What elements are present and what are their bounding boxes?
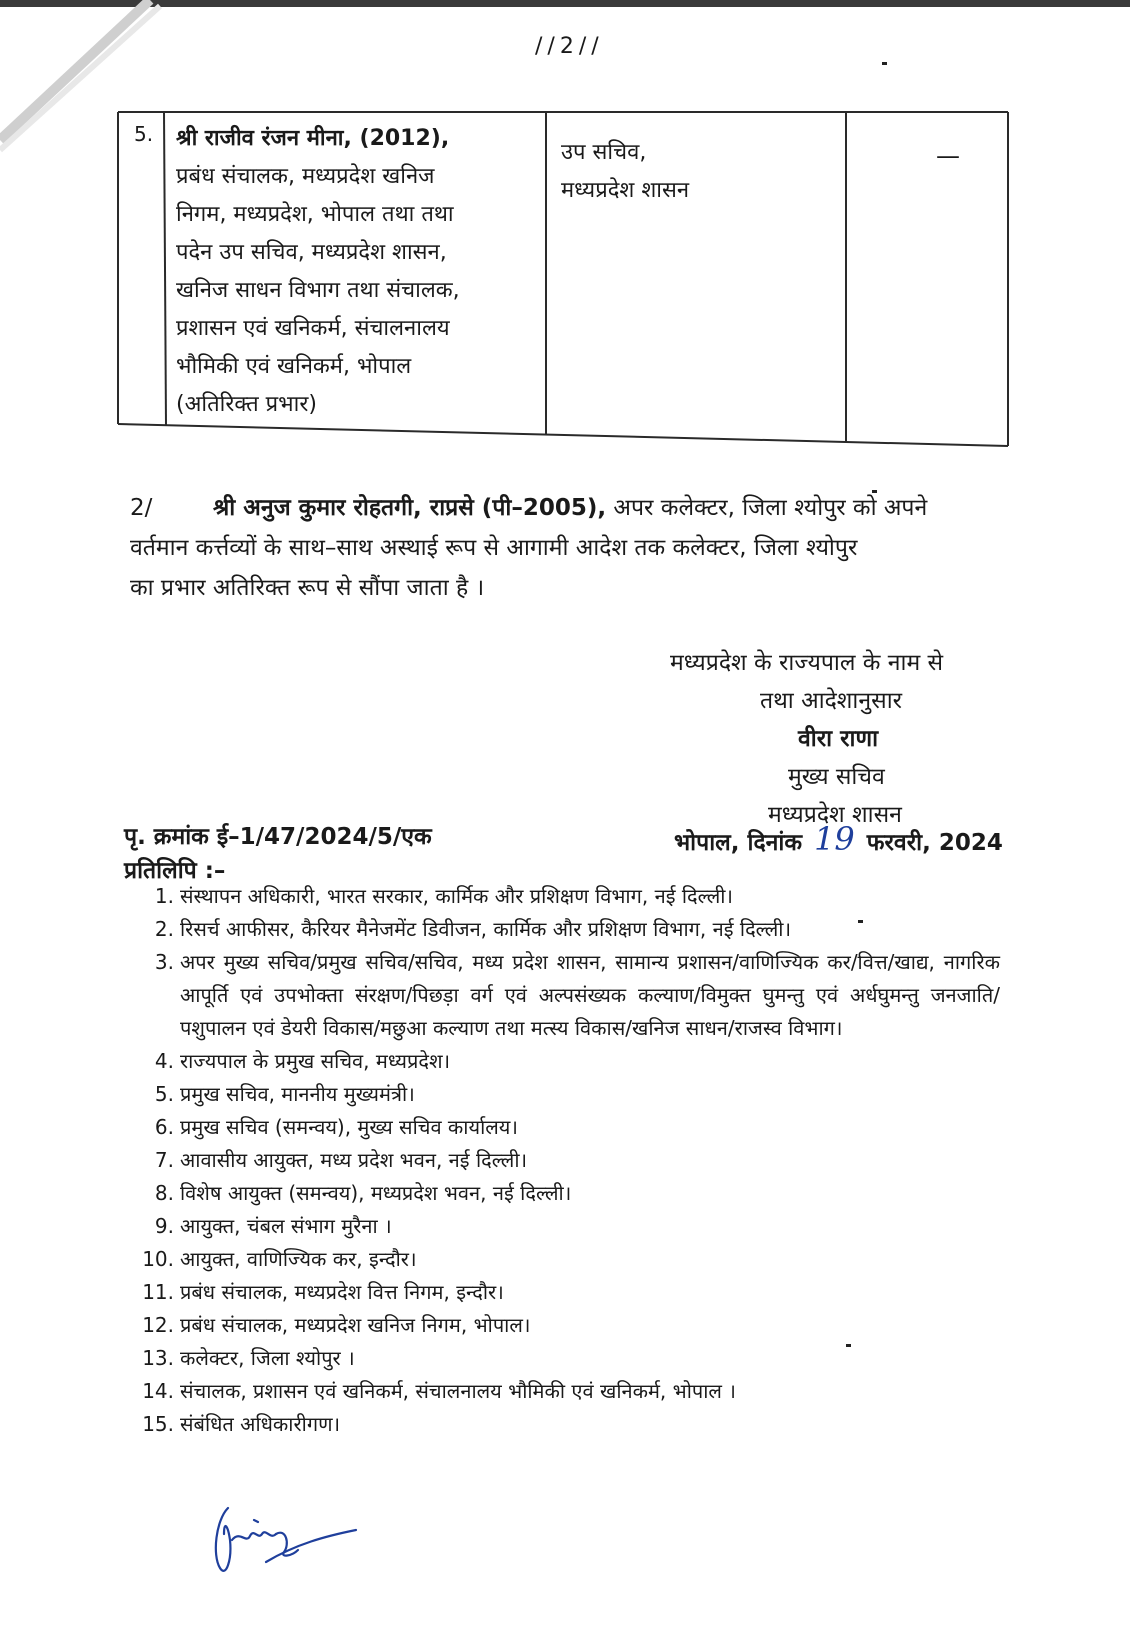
list-item [138, 1276, 1028, 1309]
list-text: संस्थापन अधिकारी, भारत सरकार, कार्मिक और प्रशिक्षण विभाग, नई दिल्ली। [180, 884, 734, 908]
list-number: 2. [154, 917, 174, 941]
list-number: 11. [142, 1280, 174, 1304]
handwritten-signature [206, 1500, 366, 1590]
officer-detail-line: भौमिकी एवं खनिकर्म, भोपाल [176, 354, 412, 379]
list-number: 3. [154, 950, 174, 974]
officer-name-bold: श्री अनुज कुमार रोहतगी, राप्रसे (पी–2005), [213, 495, 607, 521]
list-item [138, 1408, 1028, 1441]
list-item [138, 1045, 1028, 1078]
date-prefix: भोपाल, दिनांक [674, 830, 803, 856]
list-item [138, 913, 1028, 946]
signatory-line: मध्यप्रदेश के राज्यपाल के नाम से [670, 650, 944, 676]
list-number: 4. [154, 1049, 174, 1073]
list-number: 14. [142, 1379, 174, 1403]
officer-details [176, 120, 546, 424]
posting-table-grid [0, 0, 1130, 460]
list-item [138, 1309, 1028, 1342]
list-text: संबंधित अधिकारीगण। [180, 1412, 341, 1436]
officer-detail-line: (अतिरिक्त प्रभार) [176, 392, 317, 417]
list-number: 15. [142, 1412, 174, 1436]
distribution-list [138, 880, 1028, 1441]
list-number: 6. [154, 1115, 174, 1139]
posted-as [561, 134, 831, 210]
signatory-office: मध्यप्रदेश शासन [768, 802, 902, 828]
list-item [138, 1342, 1028, 1375]
list-item [138, 1375, 1028, 1408]
list-item [138, 1210, 1028, 1243]
officer-detail-line: खनिज साधन विभाग तथा संचालक, [176, 278, 460, 303]
list-number: 13. [142, 1346, 174, 1370]
list-item [138, 946, 1028, 1045]
officer-detail-line: पदेन उप सचिव, मध्यप्रदेश शासन, [176, 240, 447, 265]
list-text: आयुक्त, वाणिज्यिक कर, इन्दौर। [180, 1247, 417, 1271]
list-text: आयुक्त, चंबल संभाग मुरैना । [180, 1214, 392, 1238]
list-item [138, 1177, 1028, 1210]
list-number: 5. [154, 1082, 174, 1106]
reference-number: पृ. क्रमांक ई–1/47/2024/5/एक [124, 824, 432, 850]
list-text: प्रबंध संचालक, मध्यप्रदेश खनिज निगम, भोपाल। [180, 1313, 531, 1337]
page-number: //2// [535, 34, 604, 59]
paragraph-line: अपर कलेक्टर, जिला श्योपुर को अपने [613, 495, 928, 521]
issue-date [674, 820, 1003, 858]
list-item [138, 1111, 1028, 1144]
post-line: उप सचिव, [561, 140, 647, 165]
list-text: विशेष आयुक्त (समन्वय), मध्यप्रदेश भवन, नई दिल्ली। [180, 1181, 572, 1205]
list-number: 8. [154, 1181, 174, 1205]
table-row-number: 5. [134, 122, 154, 146]
list-text: राज्यपाल के प्रमुख सचिव, मध्यप्रदेश। [180, 1049, 451, 1073]
list-number: 10. [142, 1247, 174, 1271]
list-text: अपर मुख्य सचिव/प्रमुख सचिव/सचिव, मध्य प्रदेश शासन, सामान्य प्रशासन/वाणिज्यिक कर/वित्त/खाद्य, नागरिक आपूर्ति एवं उपभोक्ता संरक्षण/पिछड़ा वर्ग एवं अल्पसंख्यक कल्याण/विमुक्त घुमन्तु एवं अर्धघुमन्तु जनजाति/पशुपालन एवं डेयरी विकास/मछुआ कल्याण तथा मत्स्य विकास/खनिज साधन/राजस्व विभाग। [180, 950, 1000, 1040]
list-item [138, 880, 1028, 913]
list-text: संचालक, प्रशासन एवं खनिकर्म, संचालनालय भौमिकी एवं खनिकर्म, भोपाल । [180, 1379, 736, 1403]
officer-detail-line: प्रशासन एवं खनिकर्म, संचालनालय [176, 316, 450, 341]
list-text: प्रमुख सचिव, माननीय मुख्यमंत्री। [180, 1082, 415, 1106]
list-text: आवासीय आयुक्त, मध्य प्रदेश भवन, नई दिल्ली। [180, 1148, 528, 1172]
remark-dash: — [936, 142, 960, 170]
list-item [138, 1078, 1028, 1111]
list-number: 7. [154, 1148, 174, 1172]
list-item [138, 1144, 1028, 1177]
list-text: रिसर्च आफीसर, कैरियर मैनेजमेंट डिवीजन, कार्मिक और प्रशिक्षण विभाग, नई दिल्ली। [180, 917, 792, 941]
signatory-line: तथा आदेशानुसार [760, 688, 903, 714]
handwritten-day: 19 [814, 820, 855, 858]
order-paragraph [130, 488, 1020, 608]
officer-detail-line: प्रबंध संचालक, मध्यप्रदेश खनिज [176, 164, 435, 189]
date-suffix: फरवरी, 2024 [866, 830, 1003, 856]
signatory-designation: मुख्य सचिव [788, 764, 885, 790]
list-item [138, 1243, 1028, 1276]
reference-block [124, 820, 432, 888]
paragraph-line: का प्रभार अतिरिक्त रूप से सौंपा जाता है । [130, 575, 485, 601]
paragraph-number: 2/ [130, 495, 153, 521]
list-number: 12. [142, 1313, 174, 1337]
officer-name-line: श्री राजीव रंजन मीना, (2012), [176, 126, 450, 151]
list-text: कलेक्टर, जिला श्योपुर । [180, 1346, 355, 1370]
paragraph-line: वर्तमान कर्त्तव्यों के साथ–साथ अस्थाई रूप से आगामी आदेश तक कलेक्टर, जिला श्योपुर [130, 535, 858, 561]
list-number: 1. [154, 884, 174, 908]
list-number: 9. [154, 1214, 174, 1238]
post-line: मध्यप्रदेश शासन [561, 178, 690, 203]
list-text: प्रबंध संचालक, मध्यप्रदेश वित्त निगम, इन्दौर। [180, 1280, 504, 1304]
copy-label: प्रतिलिपि :– [124, 858, 226, 884]
officer-detail-line: निगम, मध्यप्रदेश, भोपाल तथा तथा [176, 202, 454, 227]
list-text: प्रमुख सचिव (समन्वय), मुख्य सचिव कार्यालय। [180, 1115, 518, 1139]
signatory-name: वीरा राणा [798, 726, 879, 752]
signatory-block [600, 644, 1020, 834]
